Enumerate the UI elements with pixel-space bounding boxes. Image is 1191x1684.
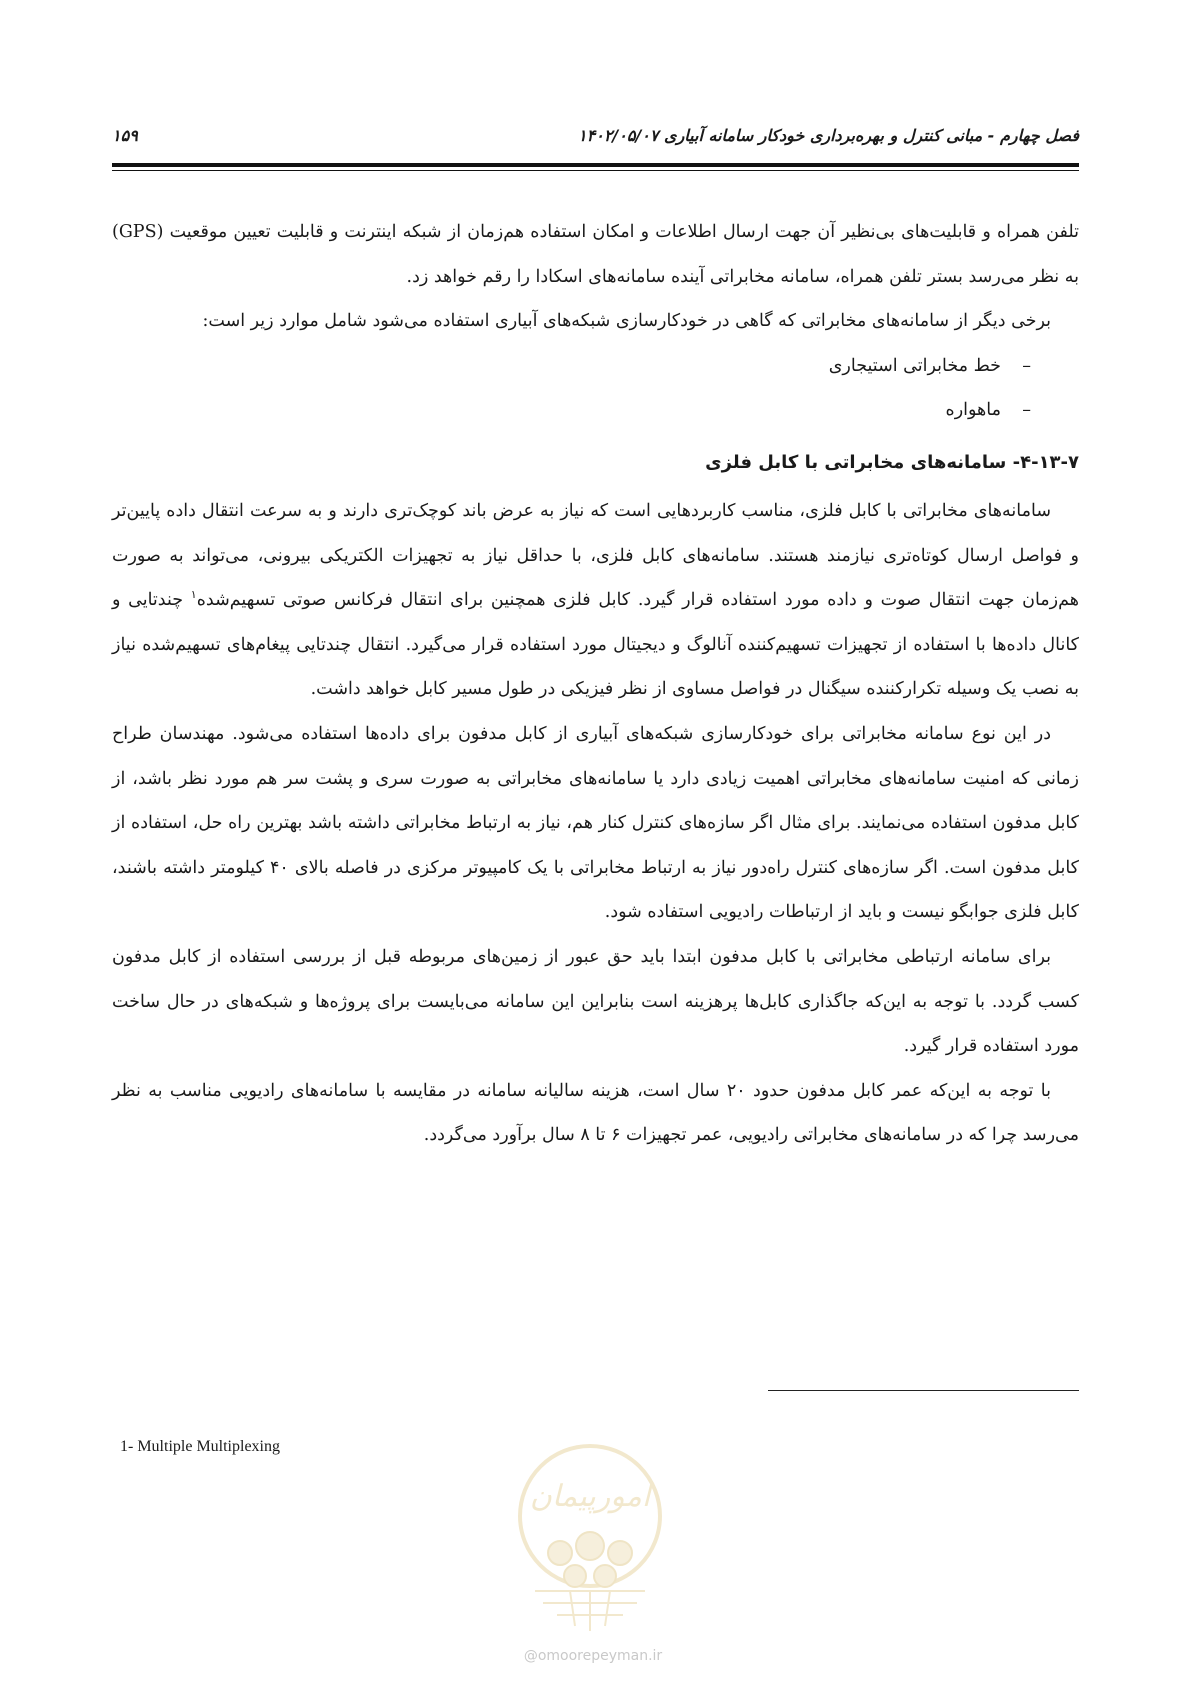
- gear-icon: [564, 1565, 586, 1587]
- list-item-text: خط مخابراتی استیجاری: [828, 355, 1001, 376]
- list-item-text: ماهواره: [945, 400, 1001, 421]
- paragraph-metal-cable-part1: سامانه‌های مخابراتی با کابل فلزی، مناسب کاربردهایی است که نیاز به عرض باند کوچک‌تری دارند و به سرعت انتقال داده پایین‌تر و فواصل ارسال کوتاه‌تری نیازمند هستند. سامانه‌های کابل فلزی، با حداقل نیاز به تجهیزات الکتریکی بیرونی، می‌تواند به صورت هم‌زمان جهت انتقال صوت و داده مورد استفاده قرار گیرد. کابل فلزی همچنین برای انتقال فرکانس صوتی تسهیم‌شده: [112, 500, 1079, 611]
- paragraph-metal-cable-part2: چندتایی و کانال داده‌ها با استفاده از تجهیزات تسهیم‌کننده آنالوگ و دیجیتال مورد استفاده قرار می‌گیرد. انتقال چندتایی پیغام‌های تسهیم‌شده نیاز به نصب یک وسیله تکرارکننده سیگنال در فواصل مساوی از نظر فیزیکی در طول مسیر کابل خواهد داشت.: [112, 590, 1079, 700]
- list-item: [112, 344, 1031, 389]
- paragraph-other-systems: برخی دیگر از سامانه‌های مخابراتی که گاهی در خودکارسازی شبکه‌های آبیاری استفاده می‌شود شامل موارد زیر است:: [202, 311, 1051, 332]
- gear-icon: [608, 1541, 632, 1565]
- page-body: [112, 210, 1079, 1158]
- header-rule-thick: [112, 163, 1079, 167]
- footnote-marker: ۱: [190, 588, 197, 602]
- list-dash: –: [1022, 355, 1031, 376]
- list-item: [112, 388, 1031, 433]
- header-rule-thin: [112, 170, 1079, 171]
- footnote-separator: [768, 1390, 1079, 1391]
- watermark-logo: [515, 1441, 665, 1656]
- list-dash: –: [1022, 400, 1031, 421]
- gear-icon: [548, 1541, 572, 1565]
- systems-list: [112, 344, 1079, 433]
- footnote: 1- Multiple Multiplexing: [120, 1438, 280, 1455]
- paragraph-gps: تلفن همراه و قابلیت‌های بی‌نظیر آن جهت ارسال اطلاعات و امکان استفاده هم‌زمان از شبکه اینترنت و قابلیت تعیین موقعیت (GPS) به نظر می‌رسد بستر تلفن همراه، سامانه مخابراتی آینده سامانه‌های اسکادا را رقم خواهد زد.: [112, 222, 1079, 287]
- grid-line: [605, 1591, 610, 1626]
- watermark-site: @omoorepeyman.ir: [523, 1648, 663, 1664]
- paragraph-right-of-way: برای سامانه ارتباطی مخابراتی با کابل مدفون ابتدا باید حق عبور از زمین‌های مربوطه قبل از بررسی استفاده از کابل مدفون کسب گردد. با توجه به این‌که جاگذاری کابل‌ها پرهزینه است بنابراین این سامانه می‌بایست برای پروژه‌ها و شبکه‌های در حال ساخت مورد استفاده قرار گیرد.: [112, 946, 1079, 1057]
- paragraph-metal-cable: [112, 489, 1079, 712]
- gear-icon: [576, 1532, 604, 1560]
- header-title: فصل چهارم - مبانی کنترل و بهره‌برداری خودکار سامانه آبیاری ۱۴۰۲/۰۵/۰۷: [578, 126, 1079, 145]
- watermark-logo-text: امورپیمان: [529, 1479, 651, 1514]
- page-number: ۱۵۹: [112, 126, 138, 145]
- paragraph-buried-cable: در این نوع سامانه مخابراتی برای خودکارسازی شبکه‌های آبیاری از کابل مدفون برای داده‌ها استفاده می‌شود. مهندسان طراح زمانی که امنیت سامانه‌های مخابراتی اهمیت زیادی دارد یا سامانه‌های مخابراتی به صورت سری و پشت سر هم مورد نظر باشد، از کابل مدفون استفاده می‌نمایند. برای مثال اگر سازه‌های کنترل کنار هم، نیاز به ارتباط مخابراتی داشته باشد بهترین راه حل، استفاده از کابل مدفون است. اگر سازه‌های کنترل راه‌دور نیاز به ارتباط مخابراتی با یک کامپیوتر مرکزی در فاصله بالای ۴۰ کیلومتر داشته باشند، کابل فلزی جوابگو نیست و باید از ارتباطات رادیویی استفاده شود.: [112, 723, 1080, 923]
- section-heading: ۴-۱۳-۷- سامانه‌های مخابراتی با کابل فلزی: [705, 451, 1079, 473]
- running-header: [112, 126, 1079, 156]
- watermark-outer-ring: [520, 1446, 660, 1586]
- grid-line: [570, 1591, 575, 1626]
- gear-icon: [594, 1565, 616, 1587]
- paragraph-cable-life: با توجه به این‌که عمر کابل مدفون حدود ۲۰ سال است، هزینه سالیانه سامانه در مقایسه با سامانه‌های رادیویی مناسب به نظر می‌رسد چرا که در سامانه‌های مخابراتی رادیویی، عمر تجهیزات ۶ تا ۸ سال برآورد می‌گردد.: [112, 1080, 1079, 1146]
